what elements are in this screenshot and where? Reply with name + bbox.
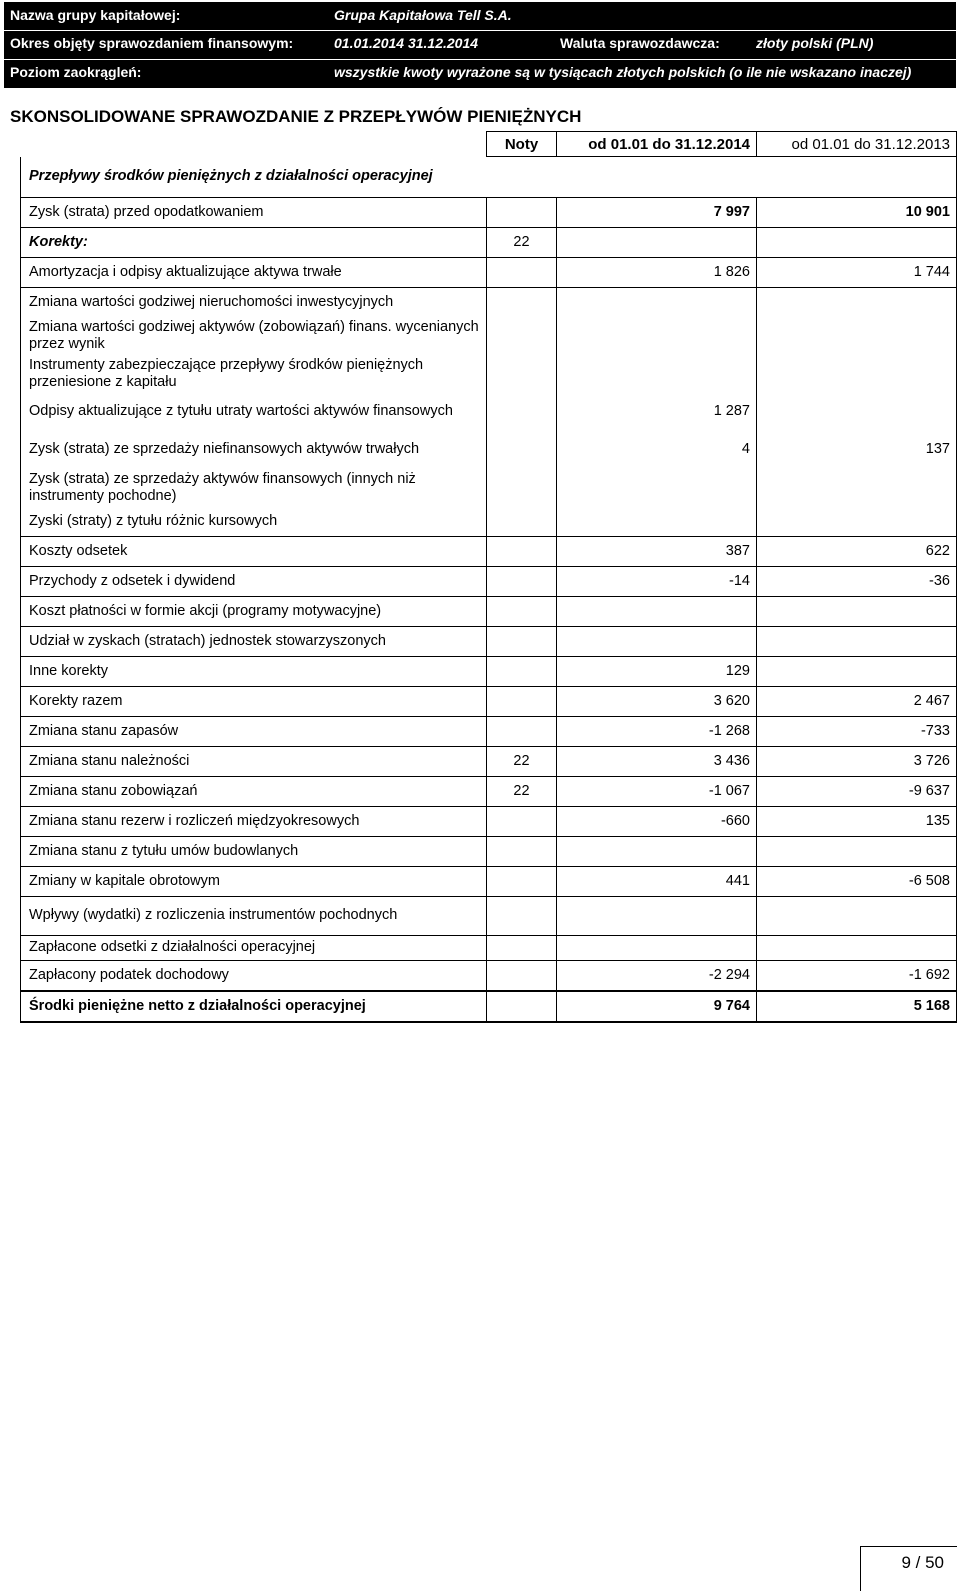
table-row: [21, 866, 957, 896]
period-value: 01.01.2014 31.12.2014: [334, 35, 479, 51]
table-row: [21, 393, 957, 431]
row-current-value: 129: [557, 656, 757, 686]
row-label: Zapłacone odsetki z działalności operacyjnej: [21, 935, 487, 960]
col-notes-header: Noty: [487, 132, 557, 157]
row-label: Zmiana stanu z tytułu umów budowlanych: [21, 836, 487, 866]
table-row: [21, 716, 957, 746]
row-previous-value: -6 508: [757, 866, 957, 896]
row-previous-value: [757, 626, 957, 656]
row-current-value: 1 826: [557, 257, 757, 287]
statement-title: SKONSOLIDOWANE SPRAWOZDANIE Z PRZEPŁYWÓW PIENIĘŻNYCH: [10, 107, 582, 126]
row-current-value: -2 294: [557, 960, 757, 991]
table-row: [21, 746, 957, 776]
table-row: [21, 317, 957, 355]
row-label: Koszty odsetek: [21, 536, 487, 566]
row-note: [487, 991, 557, 1022]
column-header-row: [21, 132, 957, 157]
table-row: [21, 626, 957, 656]
row-previous-value: 2 467: [757, 686, 957, 716]
row-previous-value: -733: [757, 716, 957, 746]
row-previous-value: [757, 469, 957, 507]
row-current-value: 3 620: [557, 686, 757, 716]
col-current-header: od 01.01 do 31.12.2014: [557, 132, 757, 157]
row-label: Koszt płatności w formie akcji (programy motywacyjne): [21, 596, 487, 626]
row-label: Środki pieniężne netto z działalności operacyjnej: [21, 991, 487, 1022]
row-note: [487, 257, 557, 287]
row-current-value: 7 997: [557, 197, 757, 227]
table-row: [21, 960, 957, 991]
row-previous-value: [757, 393, 957, 431]
table-row: [21, 991, 957, 1022]
row-label: Zysk (strata) ze sprzedaży niefinansowych aktywów trwałych: [21, 431, 487, 469]
row-current-value: [557, 507, 757, 537]
table-row: [21, 227, 957, 257]
row-note: [487, 656, 557, 686]
table-row: [21, 935, 957, 960]
row-current-value: [557, 935, 757, 960]
table-row: [21, 507, 957, 537]
row-previous-value: -1 692: [757, 960, 957, 991]
row-label: Zapłacony podatek dochodowy: [21, 960, 487, 991]
row-previous-value: [757, 287, 957, 317]
row-note: 22: [487, 776, 557, 806]
row-label: Zysk (strata) ze sprzedaży aktywów finansowych (innych niż instrumenty pochodne): [21, 469, 487, 507]
row-current-value: 1 287: [557, 393, 757, 431]
row-current-value: 9 764: [557, 991, 757, 1022]
row-previous-value: [757, 935, 957, 960]
row-note: [487, 716, 557, 746]
row-note: [487, 536, 557, 566]
row-note: [487, 686, 557, 716]
table-row: [21, 431, 957, 469]
table-row: [21, 596, 957, 626]
currency-label: Waluta sprawozdawcza:: [560, 35, 720, 51]
row-note: [487, 935, 557, 960]
row-note: [487, 431, 557, 469]
table-row: [21, 536, 957, 566]
row-previous-value: -36: [757, 566, 957, 596]
table-row: [21, 257, 957, 287]
row-note: [487, 317, 557, 355]
row-label: Instrumenty zabezpieczające przepływy środków pieniężnych przeniesione z kapitału: [21, 355, 487, 393]
cash-flow-table: [20, 131, 957, 1023]
row-label: Zmiana stanu rezerw i rozliczeń międzyokresowych: [21, 806, 487, 836]
row-label: Korekty:: [21, 227, 487, 257]
page-number: 9 / 50: [901, 1553, 944, 1572]
row-note: [487, 355, 557, 393]
row-label: Inne korekty: [21, 656, 487, 686]
row-label: Odpisy aktualizujące z tytułu utraty wartości aktywów finansowych: [21, 393, 487, 431]
section-header-row: [21, 157, 957, 198]
row-current-value: [557, 355, 757, 393]
row-previous-value: [757, 355, 957, 393]
row-note: [487, 287, 557, 317]
row-label: Udział w zyskach (stratach) jednostek stowarzyszonych: [21, 626, 487, 656]
row-current-value: 441: [557, 866, 757, 896]
row-note: 22: [487, 227, 557, 257]
row-note: [487, 507, 557, 537]
report-header: [4, 2, 956, 88]
table-row: [21, 806, 957, 836]
row-label: Korekty razem: [21, 686, 487, 716]
row-previous-value: [757, 656, 957, 686]
row-current-value: -660: [557, 806, 757, 836]
group-value: Grupa Kapitałowa Tell S.A.: [334, 7, 512, 23]
row-note: [487, 566, 557, 596]
row-current-value: [557, 626, 757, 656]
table-row: [21, 686, 957, 716]
row-note: [487, 596, 557, 626]
rounding-value: wszystkie kwoty wyrażone są w tysiącach złotych polskich (o ile nie wskazano inaczej): [334, 64, 912, 80]
table-row: [21, 776, 957, 806]
row-previous-value: [757, 317, 957, 355]
table-row: [21, 197, 957, 227]
row-current-value: -1 268: [557, 716, 757, 746]
row-note: [487, 960, 557, 991]
row-note: [487, 469, 557, 507]
row-note: [487, 896, 557, 935]
row-label: Wpływy (wydatki) z rozliczenia instrumentów pochodnych: [21, 896, 487, 935]
row-previous-value: 10 901: [757, 197, 957, 227]
row-previous-value: 3 726: [757, 746, 957, 776]
row-previous-value: 5 168: [757, 991, 957, 1022]
row-previous-value: [757, 896, 957, 935]
row-current-value: 4: [557, 431, 757, 469]
row-previous-value: [757, 507, 957, 537]
row-previous-value: 622: [757, 536, 957, 566]
group-label: Nazwa grupy kapitałowej:: [10, 7, 181, 23]
row-note: [487, 806, 557, 836]
currency-value: złoty polski (PLN): [756, 35, 874, 51]
row-note: [487, 836, 557, 866]
section-title: Przepływy środków pieniężnych z działalności operacyjnej: [21, 157, 487, 198]
row-current-value: -14: [557, 566, 757, 596]
row-current-value: -1 067: [557, 776, 757, 806]
row-label: Zmiana wartości godziwej nieruchomości inwestycyjnych: [21, 287, 487, 317]
row-current-value: [557, 469, 757, 507]
row-label: Zmiana stanu należności: [21, 746, 487, 776]
row-previous-value: 137: [757, 431, 957, 469]
table-row: [21, 287, 957, 317]
row-label: Przychody z odsetek i dywidend: [21, 566, 487, 596]
header-row-period: [4, 30, 956, 58]
period-label: Okres objęty sprawozdaniem finansowym:: [10, 35, 294, 51]
table-row: [21, 656, 957, 686]
table-row: [21, 896, 957, 935]
row-previous-value: 135: [757, 806, 957, 836]
row-current-value: [557, 896, 757, 935]
row-previous-value: [757, 227, 957, 257]
table-row: [21, 469, 957, 507]
row-current-value: 3 436: [557, 746, 757, 776]
header-row-rounding: [4, 59, 956, 87]
row-previous-value: [757, 836, 957, 866]
row-current-value: [557, 836, 757, 866]
row-label: Zmiany w kapitale obrotowym: [21, 866, 487, 896]
row-note: [487, 393, 557, 431]
row-current-value: [557, 317, 757, 355]
row-previous-value: -9 637: [757, 776, 957, 806]
row-note: [487, 866, 557, 896]
row-label: Zmiana stanu zapasów: [21, 716, 487, 746]
row-current-value: [557, 287, 757, 317]
table-row: [21, 355, 957, 393]
row-label: Zyski (straty) z tytułu różnic kursowych: [21, 507, 487, 537]
row-current-value: [557, 227, 757, 257]
rounding-label: Poziom zaokrągleń:: [10, 64, 142, 80]
row-note: 22: [487, 746, 557, 776]
row-previous-value: [757, 596, 957, 626]
row-label: Zmiana stanu zobowiązań: [21, 776, 487, 806]
table-row: [21, 836, 957, 866]
col-previous-header: od 01.01 do 31.12.2013: [757, 132, 957, 157]
row-label: Zysk (strata) przed opodatkowaniem: [21, 197, 487, 227]
row-current-value: 387: [557, 536, 757, 566]
row-label: Zmiana wartości godziwej aktywów (zobowiązań) finans. wycenianych przez wynik: [21, 317, 487, 355]
row-note: [487, 197, 557, 227]
table-row: [21, 566, 957, 596]
header-row-group: [4, 2, 956, 30]
row-note: [487, 626, 557, 656]
row-label: Amortyzacja i odpisy aktualizujące aktywa trwałe: [21, 257, 487, 287]
row-current-value: [557, 596, 757, 626]
row-previous-value: 1 744: [757, 257, 957, 287]
